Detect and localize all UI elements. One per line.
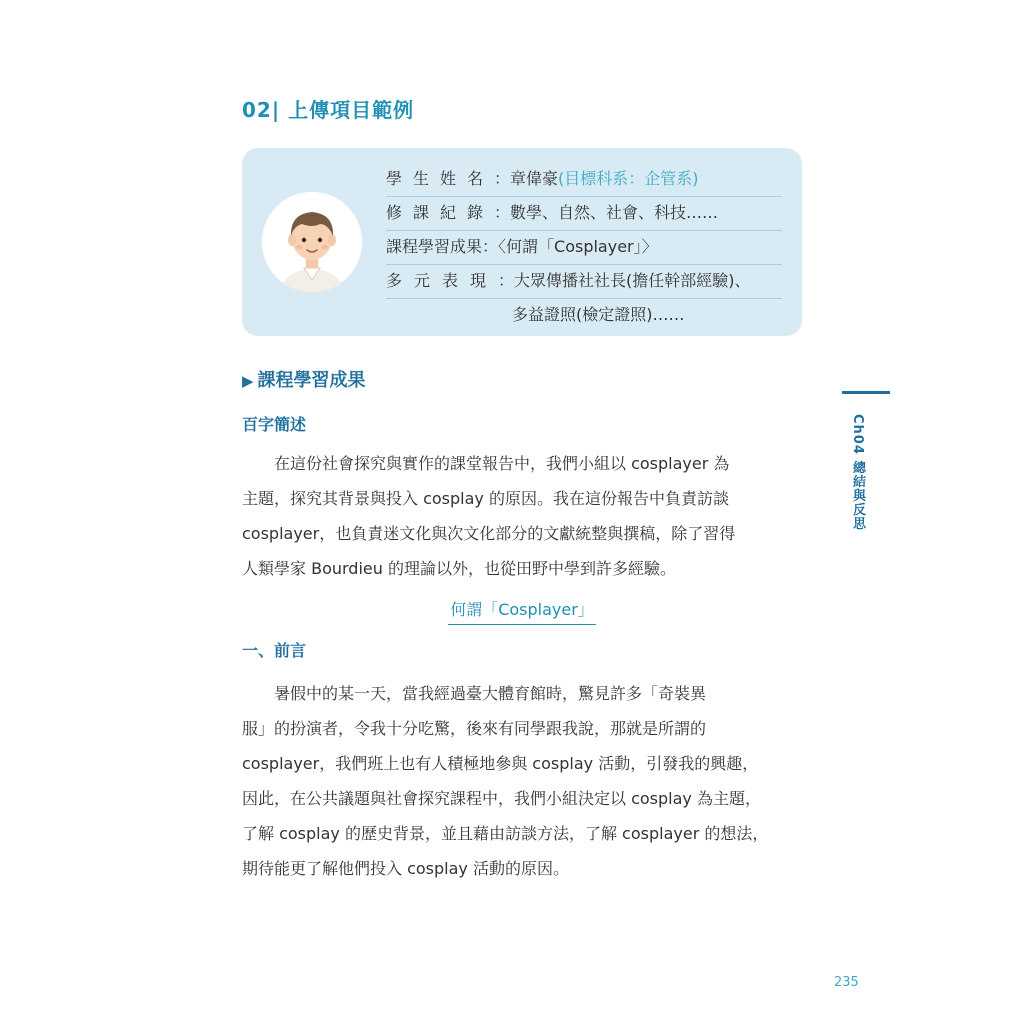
courses-label: 修課紀錄 [386, 203, 495, 222]
courses-value: 數學、自然、社會、科技…… [510, 203, 719, 222]
colon: ： [494, 203, 511, 222]
name-target: (目標科系：企管系) [558, 169, 699, 188]
intro-line: cosplayer，我們班上也有人積極地參與 cosplay 活動，引發我的興趣， [242, 754, 759, 773]
course-heading-text: 課程學習成果 [257, 370, 366, 391]
summary-line: 主題，探究其背景與投入 cosplay 的原因。我在這份報告中負責訪談 [242, 489, 729, 508]
profile-row-result [386, 230, 782, 265]
page-number: 235 [834, 975, 859, 990]
summary-line: cosplayer，也負責迷文化與次文化部分的文獻統整與撰稿，除了習得 [242, 524, 736, 543]
course-heading [242, 366, 366, 392]
summary-heading: 百字簡述 [242, 415, 307, 434]
result-label: 課程學習成果 [386, 237, 483, 256]
result-value: 〈何謂「Cosplayer」〉 [498, 237, 658, 256]
intro-line: 了解 cosplay 的歷史背景，並且藉由訪談方法，了解 cosplayer 的想法， [242, 824, 769, 843]
side-tab-text: Ch04 總結與反思 [850, 414, 865, 531]
boy-avatar-icon [262, 192, 362, 292]
name-label: 學生姓名 [386, 169, 495, 188]
diverse-value-2: 多益證照(檢定證照)…… [512, 305, 685, 324]
section-title: 02| 上傳項目範例 [242, 98, 415, 122]
summary-paragraph [242, 446, 802, 586]
name-value: 章偉豪 [510, 169, 559, 188]
report-title: 何謂「Cosplayer」 [448, 596, 596, 625]
summary-line: 人類學家 Bourdieu 的理論以外，也從田野中學到許多經驗。 [242, 559, 676, 578]
profile-card [242, 148, 802, 336]
intro-line: 期待能更了解他們投入 cosplay 活動的原因。 [242, 859, 569, 878]
profile-row-name [386, 162, 782, 197]
intro-line: 服」的扮演者，令我十分吃驚，後來有同學跟我說，那就是所謂的 [242, 719, 707, 738]
profile-row-diverse-cont [386, 298, 782, 332]
colon: ： [482, 237, 499, 256]
intro-heading: 一、前言 [242, 641, 307, 660]
summary-line: 在這份社會探究與實作的課堂報告中，我們小組以 cosplayer 為 [274, 454, 730, 473]
intro-line: 因此，在公共議題與社會探究課程中，我們小組決定以 cosplay 為主題， [242, 789, 761, 808]
diverse-label: 多元表現 [386, 271, 499, 290]
profile-row-diverse [386, 264, 782, 299]
colon: ： [498, 271, 515, 290]
diverse-value-1: 大眾傳播社社長(擔任幹部經驗)、 [514, 271, 751, 290]
avatar [262, 192, 362, 292]
side-tab-bar [842, 391, 890, 394]
profile-row-courses [386, 196, 782, 231]
intro-line: 暑假中的某一天，當我經過臺大體育館時，驚見許多「奇裝異 [274, 684, 707, 703]
intro-paragraph [242, 676, 802, 886]
triangle-right-icon: ▶ [242, 372, 254, 390]
colon: ： [494, 169, 511, 188]
